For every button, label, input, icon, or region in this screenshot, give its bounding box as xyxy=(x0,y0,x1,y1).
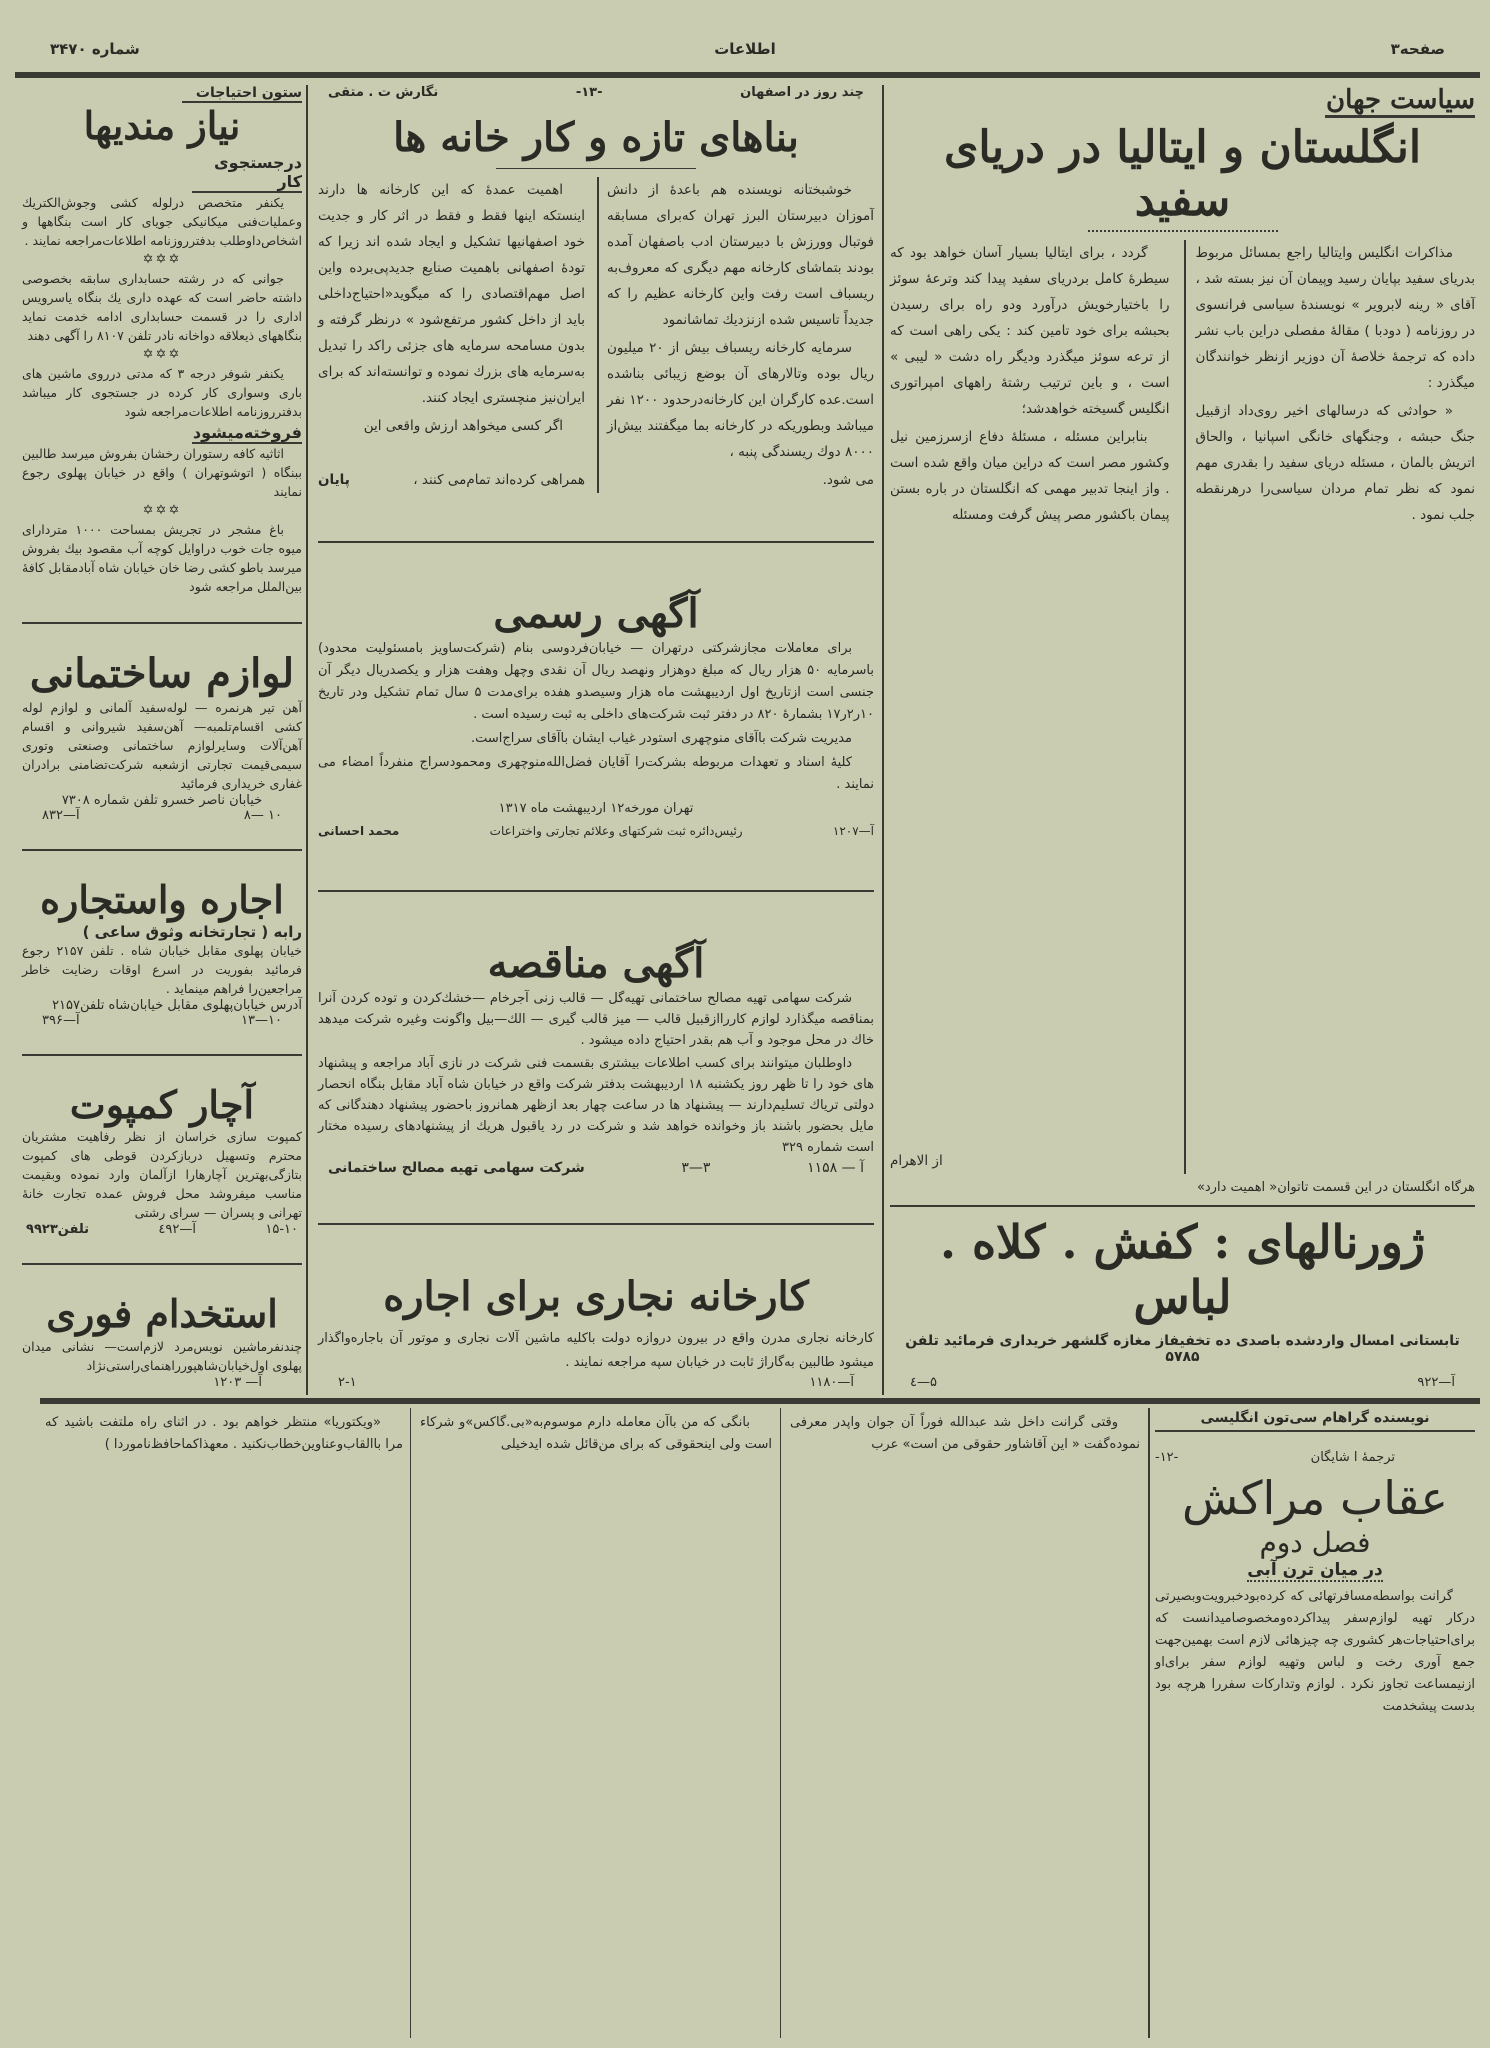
classified-item: یکنفر شوفر درجه ۳ که مدتی درروی ماشین های باری وسواری کار کرده در جستجوی کار میباشد بدفترروزنامه اطلاعات‌مراجعه شود xyxy=(22,365,302,419)
tender-signature: شرکت سهامی تهیه مصالح ساختمانی xyxy=(328,1159,585,1176)
subheading: فروخته‌میشود xyxy=(192,422,302,442)
newspaper-name: اطلاعات xyxy=(714,40,776,58)
ad-run: ۲-۱ xyxy=(338,1374,357,1390)
byline: نگارش ت . متقی xyxy=(328,85,439,100)
signature-name: محمد احسانی xyxy=(318,824,400,839)
end-mark: پایان xyxy=(318,472,350,488)
divider xyxy=(1088,230,1278,232)
paragraph: برای معاملات مجازشرکتی درتهران — خیابان‌فردوسی بنام (شرکت‌ساویز بامسئولیت محدود) باسرمایه ۵۰ هزار ریال که مبلغ دوهزار ونهصد ریال آن نقدی وچهل وهفت هزار و یکصدریال دیگر آن جنسی است ازتاریخ اول اردیبهشت ماه هزار وسیصدو هفده برای‌مدت ۵ سال تمام تشکیل ودر تاریخ ۱۰ر۲ر۱۷ بشمارهٔ ۸۲۰ در دفتر ثبت شرکت‌های داخلی به ثبت رسیده است . xyxy=(318,641,874,723)
middle-column xyxy=(318,85,874,1390)
tender-run: ۳—۳ xyxy=(681,1159,711,1176)
paragraph: خوشبختانه نویسنده هم باعدهٔ از دانش آموزان دبیرستان البرز تهران که‌برای مسابقه فوتبال وورزش با دبیرستان ادب باصفهان آمده بودند بتماشای کارخانه مهم دیگری که معروف‌به ریسباف است رفت واین کارخانه عظیم را که جدیداً تاسیس شده ازنزدیك تماشانمود xyxy=(607,182,874,328)
ad-run: ۵—٤ xyxy=(910,1375,937,1390)
journals-ad xyxy=(890,1215,1475,1390)
page-marker: -۱۲- xyxy=(1155,1450,1179,1465)
tender-headline: آگهی مناقصه xyxy=(487,939,705,987)
notice-date: تهران مورخه۱۲ اردیبهشت ماه ۱۳۱۷ xyxy=(498,801,694,817)
column-divider xyxy=(780,1408,781,2038)
ad-footer xyxy=(890,1375,1475,1390)
ad-text: آهن تیر هرنمره — لوله‌سفید آلمانی و لوازم لوله کشی اقسام‌تلمبه— آهن‌سفید شیروانی و اقسام آهن‌آلات وسایرلوازم ساختمانی وصنعتی وتوری سیمی‌قیمت تجارتی ازشعبه شرکت‌تضامنی برادران غفاری خریداری فرمائید xyxy=(22,699,302,791)
serial-author: نویسنده گراهام سی‌تون انگلیسی xyxy=(1155,1410,1475,1432)
paragraph: بانگی که من باآن معامله دارم موسوم‌به«بی.گاکس»و شرکاء است ولی اینحقوقی که برای من‌قائل شده ایدخیلی xyxy=(420,1415,772,1452)
ad-code: آ—۸۳۲ xyxy=(42,807,80,823)
translator: ترجمهٔ ا شایگان xyxy=(1310,1450,1395,1465)
section-title: ستون احتیاجات xyxy=(182,85,302,103)
ad-text: کمپوت سازی خراسان از نظر رفاهیت مشتریان محترم وتسهیل درباز‌کردن قوطی های کمپوت بتازگی‌بهترین آچارهارا ازآلمان وارد نموده وبقیمت مناسب میفروشد محل فروش عمده تجارت خانهٔ تهرانی و پسران — سرای رشتی xyxy=(22,1129,302,1221)
serial-column-c xyxy=(45,1412,403,1458)
divider xyxy=(318,890,874,892)
serial-text xyxy=(1155,1586,1475,1718)
headline: انگلستان و ایتالیا در دریای سفید xyxy=(943,122,1422,226)
tender-body xyxy=(318,988,874,1158)
tender-notice xyxy=(318,940,874,1176)
article-column-2 xyxy=(318,177,585,493)
chapter-subtitle: در میان ترن آبی xyxy=(1247,1559,1383,1580)
ad-headline: آچار کمپوت xyxy=(69,1081,255,1127)
issue-number: شماره ۳۴۷۰ xyxy=(50,40,140,58)
paragraph: وقتی گرانت داخل شد عبدالله فوراً آن جوان واپدر معرفی نموده‌گفت « این آقا‌شاور حقوقی من است» عرب xyxy=(790,1415,1140,1452)
kicker: چند روز در اصفهان xyxy=(740,85,864,100)
paragraph: اهمیت عمدهٔ که این کارخانه ها دارند اینستکه اینها فقط و فقط در اثر کار و جدیت خود اصفهانیها تشکیل و ایجاد شده اند زیرا که تودهٔ اصفهانی باهمیت صنایع جدیدپی‌برده واین اصل مهم‌اقتصادی را که میگوید«احتیاج‌داخلی باید از داخل کشور مرتفع‌شود » درنظر گرفته و بدون مسامحه سرمایه های جزئی راکد را تبدیل به‌سرمایه های بزرك نموده و توانسته‌اند که برای ایران‌نیز منچستری ایجاد کنند. xyxy=(318,182,585,406)
left-column xyxy=(22,85,302,1390)
divider xyxy=(318,541,874,543)
section-title: سیاست جهان xyxy=(1325,85,1475,118)
paragraph-end: می شود. xyxy=(822,472,874,488)
column-divider xyxy=(410,1408,411,2038)
column-divider xyxy=(1148,1408,1150,2038)
paragraph: بنابراین مسئله ، مسئلهٔ دفاع ازسرزمین نیل وکشور مصر است که دراین میان واقع شده است . واز اینجا تدبیر مهمی که انگلستان در باره بستن پیمان باکشور مصر پیش گرفت ومسئله xyxy=(890,428,1170,523)
ad-code: آ—۱۱۸۰ xyxy=(809,1374,854,1390)
ad-text: کارخانه نجاری مدرن واقع در بیرون دروازه دولت باکلیه ماشین آلات نجاری و موتور آن باجاره‌واگذار میشود طالبین به‌گاراژ ثابت در خیابان سپه مراجعه نمایند . xyxy=(318,1330,874,1370)
divider xyxy=(890,1205,1475,1207)
article-column-1 xyxy=(597,177,874,493)
divider xyxy=(318,1223,874,1225)
paragraph: داوطلبان میتوانند برای کسب اطلاعات بیشتری بقسمت فنی شرکت در نازی آباد مراجعه و پیشنهاد های خود را تا ظهر روز یکشنبه ۱۸ اردیبهشت بدفتر شرکت واقع در خیابان شاه آباد مقابل بنگاه انحصار دولتی تریاك تسلیم‌دارند — پیشنهاد ها در ساعت چهار بعد ازظهر همانروز باحضور پیشنهاد دهندگانی که مایل بحضور باشند باز وخوانده خواهد شد و شرکت در رد یاقبول هریك از پیشنهادهای رسیده مختار است شماره ۳۲۹ xyxy=(318,1055,875,1155)
ad-code: آ—۹۲۲ xyxy=(1417,1375,1455,1390)
column-divider xyxy=(306,85,308,1395)
ad-footer xyxy=(318,1375,874,1390)
serial-column-b xyxy=(420,1412,772,1458)
ad-run: ۱۵-۱۰ xyxy=(265,1222,298,1238)
column-divider xyxy=(882,85,884,1395)
paragraph: «ویکتوریا» منتظر خواهم بود . در اثنای راه ملتفت باشید که مرا باالقاب‌وعناوین‌خطاب‌نکنید . معهذاکماحافظ‌ناموردا ) xyxy=(45,1415,403,1452)
serial-column-a xyxy=(790,1412,1140,1458)
isfahan-article xyxy=(318,85,874,493)
paragraph-end: همراهی کرده‌اند تمام‌می کنند ، xyxy=(413,472,585,488)
closing-line: هرگاه انگلستان در این قسمت تاتوان« اهمیت دارد» xyxy=(1196,1179,1475,1195)
masthead-rule xyxy=(15,72,1480,78)
ad-headline: لوازم ساختمانی xyxy=(29,649,295,697)
classified-item: جوانی که در رشته حسابداری سابقه بخصوصی داشته حاضر است که عهده داری یك بنگاه یاسرویس اداری را در قسمت حسابداری ادامه خدمت نماید بنگاههای ذیعلاقه دواخانه نادر تلفن ۸۱۰۷ را آگهی دهند xyxy=(22,270,302,343)
tender-code: آ — ۱۱۵۸ xyxy=(807,1159,864,1176)
divider xyxy=(22,849,302,851)
ad-headline: استخدام فوری xyxy=(46,1291,278,1337)
page-number: صفحه۳ xyxy=(1390,40,1445,58)
classifieds-title: نیاز مندیها xyxy=(83,103,241,148)
paragraph: سرمایه کارخانه ریسباف بیش از ۲۰ میلیون ریال بوده وتالارهای آن بوضع زیبائی بناشده است.عده کارگران این کارخانه‌درحدود ۱۲۰۰ نفر میباشد وبطوریکه در کارخانه بما میگفتند بیش‌از ۸۰۰۰ دوك ریسندگی پنبه ، xyxy=(607,340,874,460)
ad-address: خیابان ناصر خسرو تلفن شماره ۷۳۰۸ xyxy=(61,792,263,808)
separator: ✡✡✡ xyxy=(142,502,182,518)
divider xyxy=(22,1263,302,1265)
chapter: فصل دوم xyxy=(1259,1526,1371,1560)
paragraph: گردد ، برای ایتالیا بسیار آسان خواهد بود که سیطرهٔ کامل بردریای سفید پیدا کند وترعهٔ سوئز را باختیارخویش درآورد ودو راه برای رسیدن بحبشه برای خود تامین کند : یکی راهی است که از ترعه سوئز میگذرد ودیگر راه دشت « لیبی » است ، و باین ترتیب رشتهٔ راههای امپراتوری انگلیس گسیخته خواهدشد؛ xyxy=(890,244,1170,417)
ad-run: ۱۰—۱۳ xyxy=(241,1012,282,1028)
divider xyxy=(22,1054,302,1056)
classified-item: باغ مشجر در تجریش بمساحت ۱۰۰۰ متردارای میوه جات خوب دراوایل کوچه آب مقصود بیك بفروش میرسد باطو کشی رضا خان خیابان شاه آبادمقابل کافهٔ بین‌الملل مراجعه شود xyxy=(22,521,302,594)
ad-address: آدرس خیابان‌پهلوی مقابل خیابان‌شاه تلفن۲۱۵۷ xyxy=(52,997,302,1013)
paragraph: « حوادثی که درسالهای اخیر روی‌داد ازقبیل جنگ حبشه ، وجنگهای خانگی اسپانیا ، والحاق اتریش بالمان ، مسئله دریای سفید را بقدری مهم نمود که نظر تمام مردان سیاسی‌را درهرنقطه جلب نمود . xyxy=(1195,402,1475,523)
ad-text: تابستانی امسال واردشده باصدی ده تخفیفاز مغازه گلشهر خریداری فرمائید تلفن ۵۷۸۵ xyxy=(905,1333,1460,1365)
notice-headline: آگهی رسمی xyxy=(493,590,699,638)
building-supplies-ad xyxy=(22,650,302,823)
headline: بناهای تازه و کار خانه ها xyxy=(393,114,799,161)
serial-title: عقاب مراکش xyxy=(1181,1471,1448,1525)
signature-title: رئیس‌دائره ثبت شرکتهای وعلائم تجارتی واختراعات xyxy=(489,824,743,839)
section-rule xyxy=(40,1398,1480,1404)
world-politics-article xyxy=(890,85,1475,1195)
page-marker: -۱۳- xyxy=(575,85,603,100)
paragraph: اگر کسی میخواهد ارزش واقعی این xyxy=(363,418,563,434)
ad-headline: اجاره واستجاره xyxy=(40,876,284,922)
separator: ✡✡✡ xyxy=(142,251,182,267)
subheading: درجستجوی کار xyxy=(192,153,302,193)
divider xyxy=(496,168,696,169)
article-column-2 xyxy=(890,240,1170,1174)
ad-subtitle: رابه ( تجارتخانه وثوق ساعی ) xyxy=(82,922,302,941)
rental-ad xyxy=(22,877,302,1028)
classified-item: یکنفر متخصص درلوله کشی وجوش‌الکتریك وعملیات‌فنی میکانیکی جویای کار است بنگاهها و اشخاص‌داوطلب بدفترروزنامه اطلاعات‌مراجعه نمایند . xyxy=(22,194,302,248)
ad-phone: تلفن۹۹۲۳ xyxy=(26,1222,90,1238)
ad-text: خیابان پهلوی مقابل خیابان شاه . تلفن ۲۱۵۷ رجوع فرمائید بفوریت در اسرع اوقات رضایت خاطر مراجعین‌را فراهم مینماید . xyxy=(22,942,302,996)
paragraph: مدیریت شرکت باآقای منوچهری استودر غیاب ایشان باآقای سراج‌است. xyxy=(470,731,852,747)
classified-item: اثاثیه کافه رستوران رخشان بفروش میرسد طالبین ببنگاه ( اتوشوتهران ) واقع در خیابان پهلوی رجوع نمایند xyxy=(22,445,302,499)
compote-ad xyxy=(22,1082,302,1238)
source: از الاهرام xyxy=(890,1152,943,1169)
ad-run: ۱۰ —۸ xyxy=(243,807,282,823)
ad-text: چندنفرماشین نویس‌مرد لازم‌است— نشانی میدان پهلوی اول‌خیابان‌شاهپورراهنمای‌راستی‌نژاد xyxy=(22,1339,302,1373)
paragraph: کلیهٔ اسناد و تعهدات مربوطه بشرکت‌را آقایان فضل‌الله‌منوچهری ومحمودسراج منفرداً امضاء می نمایند . xyxy=(318,755,874,793)
notice-code: آ—۱۲۰۷ xyxy=(832,824,874,839)
ad-code: آ— ۱۲۰۳ xyxy=(213,1375,262,1390)
ad-headline: کارخانه نجاری برای اجاره xyxy=(383,1272,809,1320)
paragraph: شرکت سهامی تهیه مصالح ساختمانی تهیه‌گل — قالب زنی آجرخام —خشك‌کردن و توده کردن آنرا بمناقصه میگذارد لوازم کاررا‌ازقبیل قالب — میز قالب گیری — الك—بیل واگونت وغیره شرکت میدهد خاك در محل موجود و آب هم بقدر احتیاج داده میشود . xyxy=(318,990,874,1048)
article-column-1 xyxy=(1184,240,1476,1174)
divider xyxy=(22,622,302,624)
ad-headline: ژورنالهای : کفش . کلاه . لباس xyxy=(939,1214,1426,1324)
carpentry-ad xyxy=(318,1273,874,1390)
serial-story xyxy=(1155,1410,1475,1720)
separator: ✡✡✡ xyxy=(142,346,182,362)
ad-code: آ—۳۹۶ xyxy=(42,1012,80,1028)
notice-body xyxy=(318,638,874,842)
ad-code: آ—٤۹۲ xyxy=(158,1222,196,1238)
classifieds-column xyxy=(22,85,302,596)
hiring-ad xyxy=(22,1291,302,1390)
paragraph: مذاکرات انگلیس وایتالیا راجع بمسائل مربوط بدریای سفید بپایان رسید وپیمان آن نیز بسته شد ، آقای « رینه لابرویر » نویسندهٔ سیاسی فرانسوی در روزنامه ( دودبا ) مقالهٔ مفصلی دراین باب نشر داده که ترجمهٔ خلاصهٔ آن دوزیر ازنظر خوانندگان میگذرد : xyxy=(1195,244,1475,391)
right-column xyxy=(890,85,1475,1390)
official-notice xyxy=(318,590,874,842)
paragraph: گرانت بواسطه‌مسافرتهائی که کرده‌بودخبرویت‌وبصیرتی درکار تهیه لوازم‌سفر پیدا‌کرده‌ومخصوصا‌میدانست که برای‌احتیاجات‌هر کشوری چه چیزهائی لازم است بهمین‌جهت جمع آوری رخت و لباس وتهیه لوازم سفر برای‌او ازنیمساعت تجاوز نکرد . لوازم وتدارکات سفررا هرچه بود بدست پیشخدمت xyxy=(1155,1588,1475,1714)
